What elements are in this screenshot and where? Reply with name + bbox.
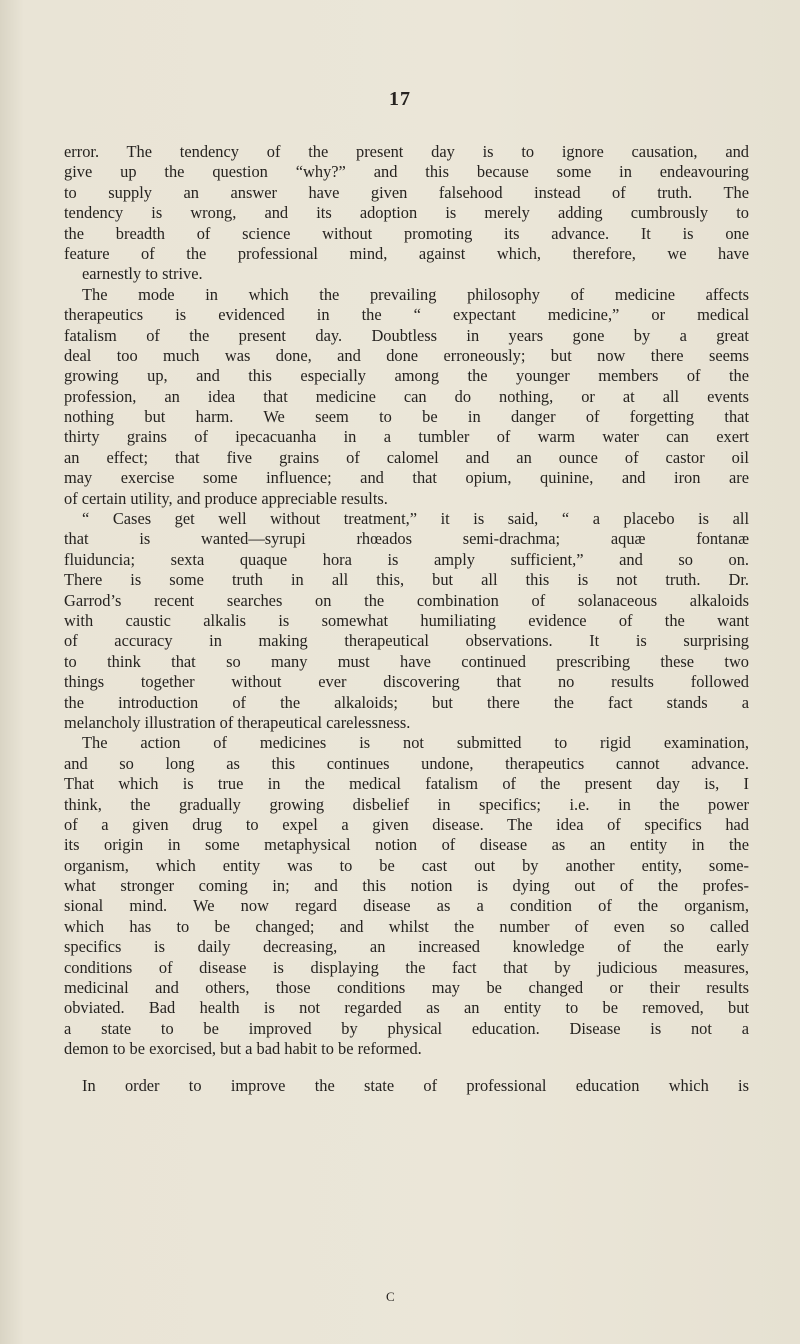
text-line: which has to be changed; and whilst the number of even so called [64,916,749,936]
text-line: that is wanted—syrupi rhœados semi-drachma; aquæ fontanæ [64,529,749,549]
text-line: earnestly to strive. [82,264,203,284]
text-line: The action of medicines is not submitted to rigid examination, [82,733,749,753]
text-line: nothing but harm. We seem to be in danger of forgetting that [64,407,749,427]
text-line: medicinal and others, those conditions may be changed or their results [64,978,749,998]
text-line: The mode in which the prevailing philosophy of medicine affects [82,284,749,304]
text-line: with caustic alkalis is somewhat humiliating evidence of the want [64,610,749,630]
text-line: specifics is daily decreasing, an increased knowledge of the early [64,937,749,957]
text-line: Garrod’s recent searches on the combination of solanaceous alkaloids [64,590,749,610]
text-line: to think that so many must have continued prescribing these two [64,651,749,671]
text-line: give up the question “why?” and this because some in endeavouring [64,162,749,182]
text-line: things together without ever discovering that no results followed [64,672,749,692]
text-line: therapeutics is evidenced in the “ expectant medicine,” or medical [64,305,749,325]
text-line: of a given drug to expel a given disease. The idea of specifics had [64,814,749,834]
text-line: deal too much was done, and done erroneously; but now there seems [64,345,749,365]
text-line: feature of the professional mind, against which, therefore, we have [64,243,749,263]
text-line: demon to be exorcised, but a bad habit to be reformed. [64,1039,422,1059]
text-line: what stronger coming in; and this notion is dying out of the profes- [64,876,749,896]
text-line: In order to improve the state of professional education which is [82,1075,749,1095]
signature-mark: C [386,1289,395,1304]
text-line: think, the gradually growing disbelief in specifics; i.e. in the power [64,794,749,814]
text-line: conditions of disease is displaying the fact that by judicious measures, [64,957,749,977]
text-line: growing up, and this especially among the younger members of the [64,366,749,386]
text-line: obviated. Bad health is not regarded as an entity to be removed, but [64,998,749,1018]
text-line: sional mind. We now regard disease as a condition of the organism, [64,896,749,916]
text-line: error. The tendency of the present day is to ignore causation, and [64,142,749,161]
text-line: fatalism of the present day. Doubtless in years gone by a great [64,325,749,345]
body-text [64,142,749,1096]
text-line: the introduction of the alkaloids; but there the fact stands a [64,692,749,712]
page-number: 17 [389,88,411,110]
text-line: to supply an answer have given falsehood instead of truth. The [64,182,749,202]
text-line: profession, an idea that medicine can do nothing, or at all events [64,386,749,406]
text-line: its origin in some metaphysical notion of disease as an entity in the [64,835,749,855]
text-line: an effect; that five grains of calomel and an ounce of castor oil [64,447,749,467]
text-line: That which is true in the medical fatalism of the present day is, I [64,774,749,794]
text-line: fluiduncia; sexta quaque hora is amply sufficient,” and so on. [64,549,749,569]
text-line: a state to be improved by physical education. Disease is not a [64,1018,749,1038]
text-line: melancholy illustration of therapeutical carelessness. [64,712,411,732]
text-line: of certain utility, and produce appreciable results. [64,488,388,508]
text-line: organism, which entity was to be cast out by another entity, some- [64,855,749,875]
text-line: and so long as this continues undone, therapeutics cannot advance. [64,753,749,773]
text-line: may exercise some influence; and that opium, quinine, and iron are [64,468,749,488]
text-line: the breadth of science without promoting its advance. It is one [64,223,749,243]
text-line: There is some truth in all this, but all this is not truth. Dr. [64,570,749,590]
text-line: “ Cases get well without treatment,” it is said, “ a placebo is all [82,509,749,529]
text-line: thirty grains of ipecacuanha in a tumbler of warm water can exert [64,427,749,447]
text-line: tendency is wrong, and its adoption is merely adding cumbrously to [64,203,749,223]
text-line: of accuracy in making therapeutical observations. It is surprising [64,631,749,651]
